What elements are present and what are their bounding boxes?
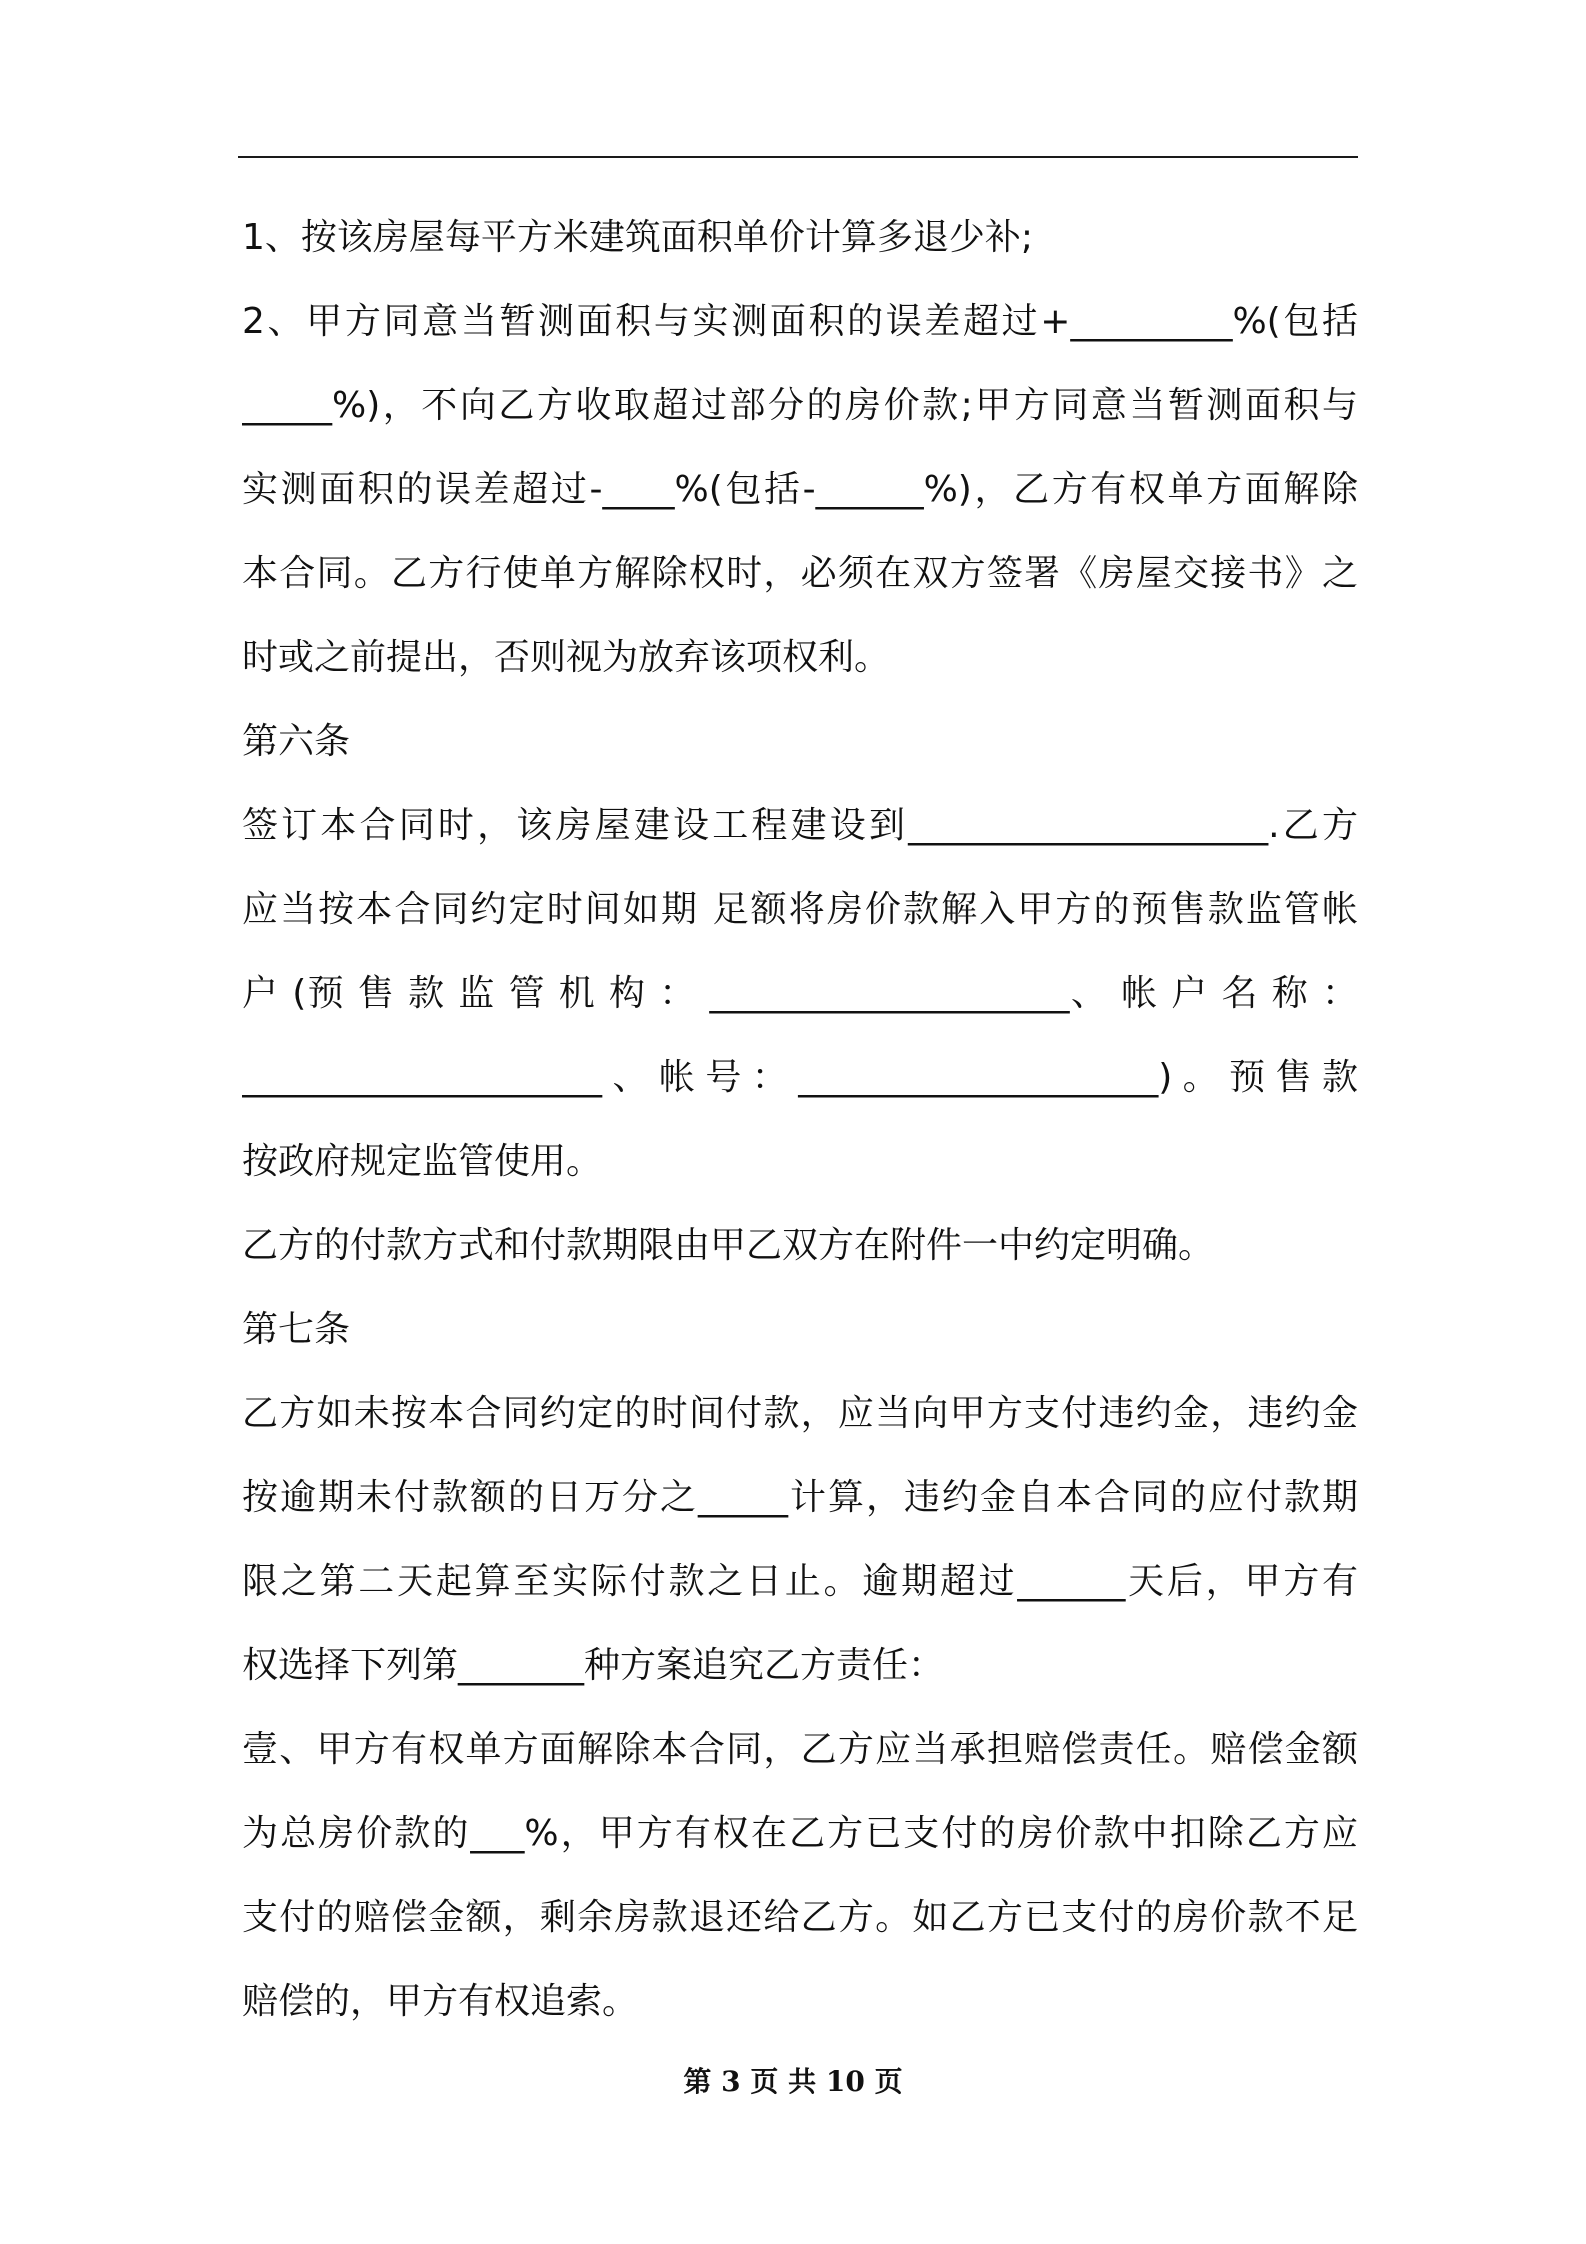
clause-line: 乙方的付款方式和付款期限由甲乙双方在附件一中约定明确。: [242, 1225, 1215, 1266]
clause-line: 签订本合同时，该房屋建设工程建设到____________________.乙方: [242, 805, 1358, 846]
clause-line: 为总房价款的___%，甲方有权在乙方已支付的房价款中扣除乙方应: [242, 1813, 1358, 1854]
clause-line: 限之第二天起算至实际付款之日止。逾期超过______天后，甲方有: [242, 1561, 1358, 1602]
clause-line: 乙方如未按本合同约定的时间付款，应当向甲方支付违约金，违约金: [242, 1393, 1358, 1434]
clause-line: 2、甲方同意当暂测面积与实测面积的误差超过+_________%(包括: [242, 301, 1358, 342]
clause-line: ____________________、帐号：____________________)。预售款: [242, 1057, 1358, 1098]
clause-line: 赔偿的，甲方有权追索。: [242, 1981, 639, 2022]
clause-line: 应当按本合同约定时间如期 足额将房价款解入甲方的预售款监管帐: [242, 889, 1358, 930]
clause-line: 1、按该房屋每平方米建筑面积单价计算多退少补;: [242, 217, 1034, 258]
article-heading: 第七条: [242, 1309, 351, 1350]
clause-line: _____%)，不向乙方收取超过部分的房价款;甲方同意当暂测面积与: [242, 385, 1358, 426]
clause-line: 按政府规定监管使用。: [242, 1141, 603, 1182]
clause-line: 权选择下列第_______种方案追究乙方责任：: [242, 1645, 945, 1686]
page-number: 第 3 页 共 10 页: [683, 2065, 903, 2098]
clause-line: 壹、甲方有权单方面解除本合同，乙方应当承担赔偿责任。赔偿金额: [242, 1729, 1358, 1770]
clause-line: 本合同。乙方行使单方解除权时，必须在双方签署《房屋交接书》之: [242, 553, 1358, 594]
clause-line: 实测面积的误差超过-____%(包括-______%)，乙方有权单方面解除: [242, 469, 1358, 510]
header-rule: [238, 156, 1358, 158]
clause-line: 支付的赔偿金额，剩余房款退还给乙方。如乙方已支付的房价款不足: [242, 1897, 1358, 1938]
clause-line: 按逾期未付款额的日万分之_____计算，违约金自本合同的应付款期: [242, 1477, 1358, 1518]
article-heading: 第六条: [242, 721, 351, 762]
clause-line: 时或之前提出，否则视为放弃该项权利。: [242, 637, 891, 678]
clause-line: 户 (预 售 款 监 管 机 构 ： ____________________、 帐 户 名 称 ：: [242, 973, 1358, 1014]
document-body: [242, 196, 1358, 2044]
